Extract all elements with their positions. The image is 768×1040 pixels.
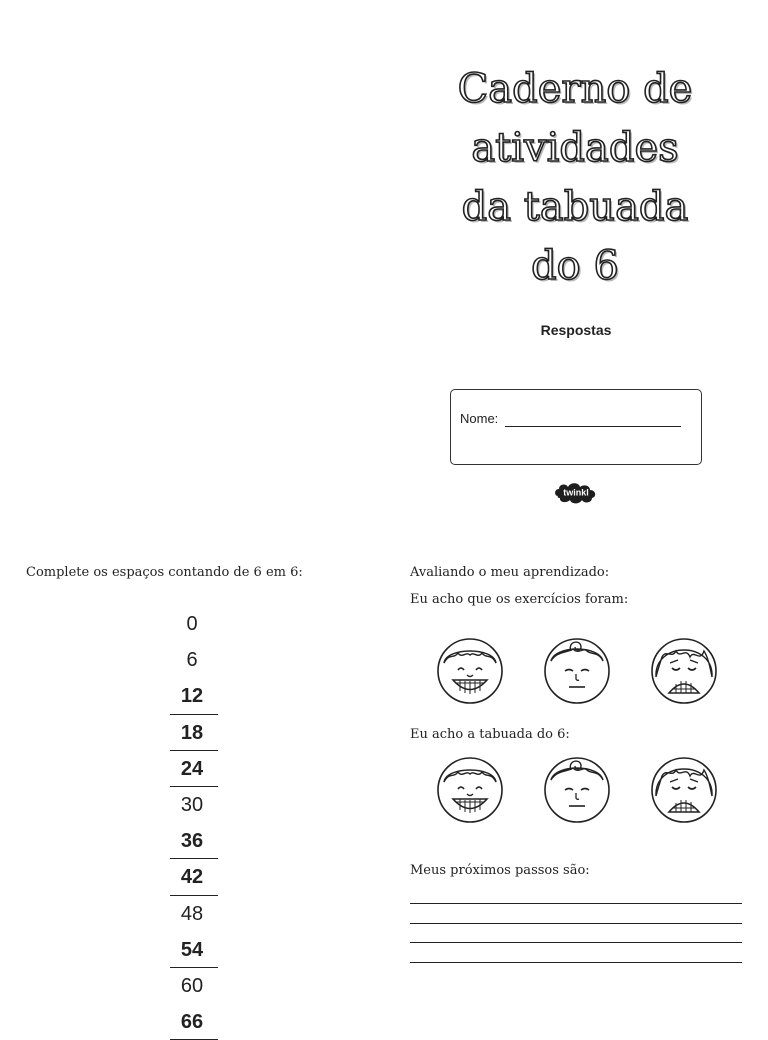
evaluation-heading: Avaliando o meu aprendizado: <box>410 565 610 580</box>
logo-text: twinkl <box>563 487 589 498</box>
name-box <box>450 389 702 465</box>
name-label: Nome: <box>460 411 499 426</box>
question-next-steps: Meus próximos passos são: <box>410 863 590 878</box>
answer-value[interactable]: 54 <box>160 932 224 968</box>
worried-face-icon[interactable] <box>650 756 718 824</box>
title-line: Caderno de <box>457 66 693 112</box>
neutral-face-icon[interactable] <box>543 637 611 705</box>
cover-title <box>420 60 730 296</box>
counting-instruction: Complete os espaços contando de 6 em 6: <box>26 565 303 580</box>
worried-face-icon[interactable] <box>650 637 718 705</box>
given-value: 0 <box>186 613 198 635</box>
given-value: 30 <box>180 793 204 816</box>
given-value: 6 <box>186 649 198 672</box>
title-line: do 6 <box>531 243 619 289</box>
twinkl-logo <box>552 478 600 506</box>
answer-value[interactable]: 36 <box>160 823 224 859</box>
answer-value[interactable]: 66 <box>160 1004 224 1040</box>
writing-line[interactable] <box>410 962 742 982</box>
neutral-face-icon[interactable] <box>543 756 611 824</box>
answer-value[interactable]: 24 <box>160 751 224 787</box>
question-table: Eu acho a tabuada do 6: <box>410 727 570 742</box>
happy-face-icon[interactable] <box>436 756 504 824</box>
writing-line[interactable] <box>410 942 742 962</box>
title-line: da tabuada <box>461 184 689 230</box>
writing-line[interactable] <box>410 903 742 923</box>
given-value: 60 <box>180 974 204 997</box>
next-steps-lines <box>410 903 742 982</box>
answer-value[interactable]: 18 <box>160 715 224 751</box>
counting-sequence <box>160 606 224 1040</box>
subtitle: Respostas <box>540 322 612 338</box>
question-exercises: Eu acho que os exercícios foram: <box>410 592 629 607</box>
name-field[interactable] <box>505 426 681 427</box>
answer-value[interactable]: 42 <box>160 859 224 895</box>
title-line: atividades <box>471 125 679 171</box>
answer-value[interactable]: 12 <box>160 678 224 714</box>
given-value: 48 <box>180 902 204 925</box>
writing-line[interactable] <box>410 923 742 943</box>
happy-face-icon[interactable] <box>436 637 504 705</box>
